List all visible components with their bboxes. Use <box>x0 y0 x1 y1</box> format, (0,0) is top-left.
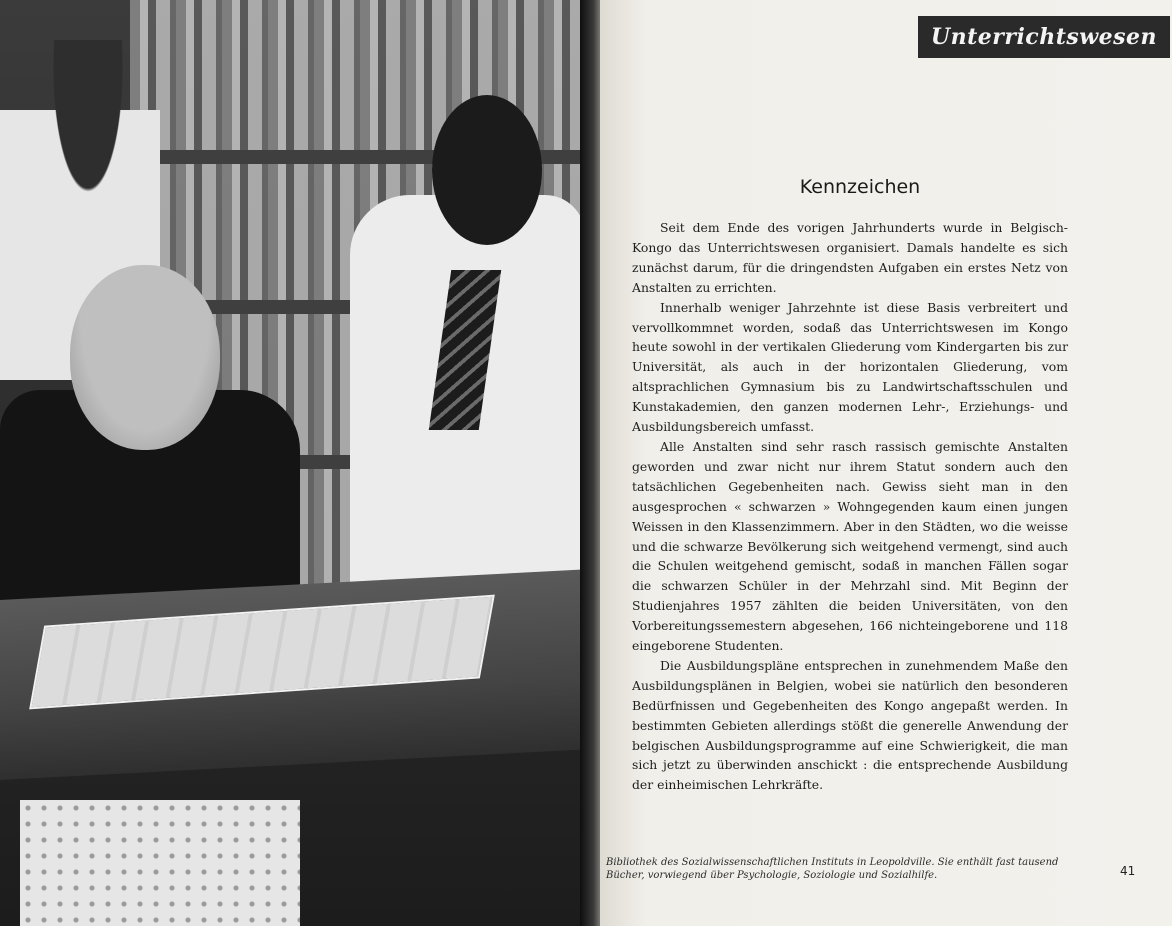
section-tab: Unterrichtswesen <box>918 16 1170 58</box>
student-standing-head <box>432 95 542 245</box>
library-photograph <box>0 0 585 926</box>
section-heading: Kennzeichen <box>799 176 921 198</box>
paragraph: Alle Anstalten sind sehr rasch rassisch gemischte Anstalten geworden und zwar nicht nur ihrem Statut sondern auch den tatsächlichen Gegebenheiten nach. Gewiss sieht man in den ausgesprochen « schwarzen » Wohngegenden kaum einen jungen Weissen in den Klassenzimmern. Aber in den Städten, wo die weisse und die schwarze Bevölkerung sich weitgehend vermengt, sind auch die Schulen weitgehend gemischt, sodaß in manchen Fällen sogar die schwarzen Schüler in der Mehrzahl sind. Mit Beginn der Studienjahres 1957 zählten die beiden Universitäten, von den Vorbereitungssemestern abgesehen, 166 nichteingeborene und 118 eingeborene Studenten. <box>632 438 1068 654</box>
patterned-skirt <box>20 800 300 926</box>
body-text <box>632 218 1068 795</box>
page-number: 41 <box>1120 864 1136 878</box>
text-page <box>600 0 1172 926</box>
paragraph: Seit dem Ende des vorigen Jahrhunderts wurde in Belgisch-Kongo das Unterrichtswesen organisiert. Damals handelte es sich zunächst darum, für die dringendsten Aufgaben ein erstes Netz von Anstalten zu errichten. <box>632 220 1068 295</box>
student-seated-head <box>70 265 220 450</box>
photo-caption: Bibliothek des Sozialwissenschaftlichen Instituts in Leopoldville. Sie enthält fast tausend Bücher, vorwiegend über Psychologie, Soziologie und Sozialhilfe. <box>606 857 1059 881</box>
paragraph: Innerhalb weniger Jahrzehnte ist diese Basis verbreitert und vervollkommnet worden, sodaß das Unterrichtswesen im Kongo heute sowohl in der vertikalen Gliederung vom Kindergarten bis zur Universität, als auch in der horizontalen Gliederung, vom altsprachlichen Gymnasium bis zu Landwirtschaftsschulen und Kunstakademien, den ganzen modernen Lehr-, Erziehungs- und Ausbildungsbereich umfasst. <box>632 299 1068 435</box>
paragraph: Die Ausbildungspläne entsprechen in zunehmendem Maße den Ausbildungsplänen in Belgien, wobei sie natürlich den besonderen Bedürfnissen und Gegebenheiten des Kongo angepaßt werden. In bestimmten Gebieten allerdings stößt die generelle Anwendung der belgischen Ausbildungsprogramme auf eine Schwierigkeit, die man sich jetzt zu überwinden anschickt : die entsprechende Ausbildung der einheimischen Lehrkräfte. <box>632 657 1068 793</box>
